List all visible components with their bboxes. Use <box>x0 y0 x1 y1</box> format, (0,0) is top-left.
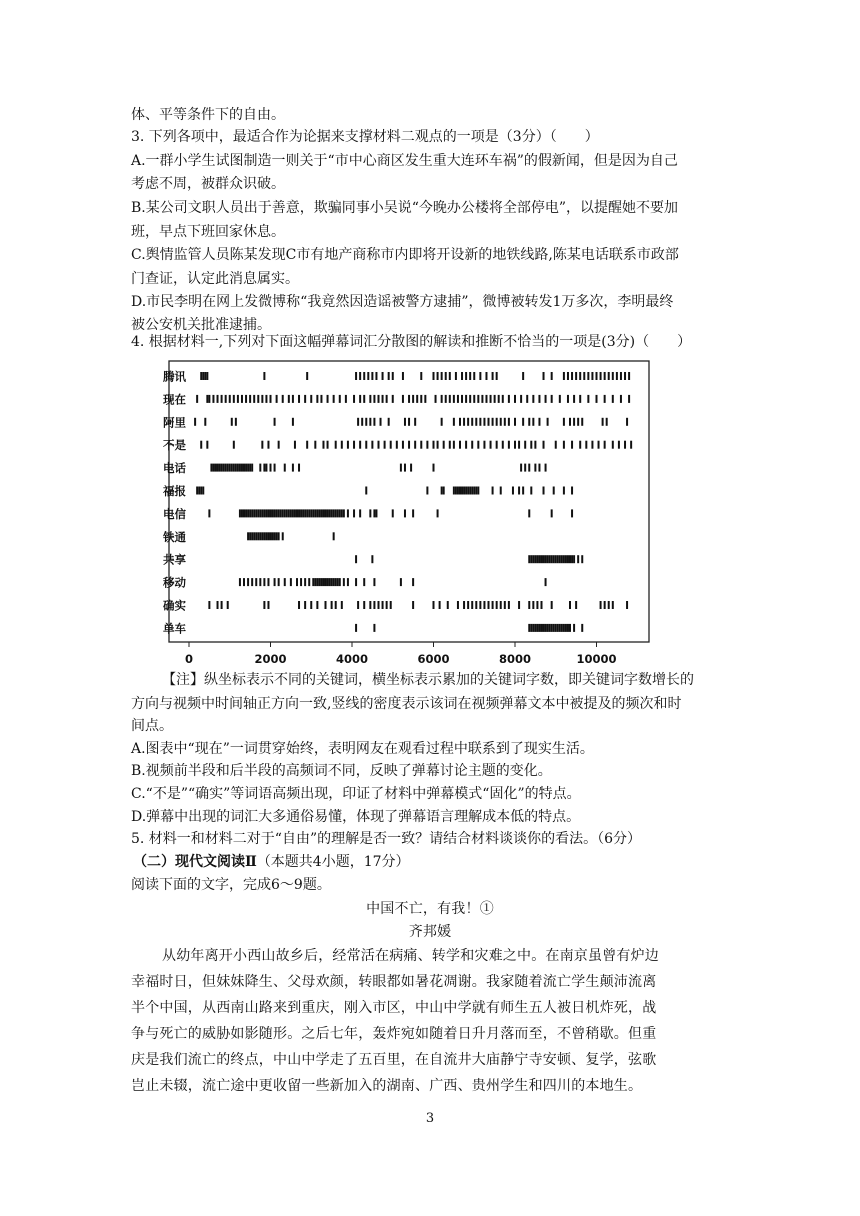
note-line2: 方向与视频中时间轴正方向一致,竖线的密度表示该词在视频弹幕文本中被提及的频次和时 <box>131 696 682 712</box>
q3-option-a-line2: 考虑不周，被群众识破。 <box>131 176 285 192</box>
story-paragraph-line4: 争与死亡的威胁如影随形。之后七年，轰炸宛如随着日升月落而至，不曾稍歇。但重 <box>131 1026 657 1042</box>
section-2-subtitle: （本题共4小题，17分） <box>256 854 410 870</box>
note-line3: 间点。 <box>131 718 173 734</box>
question-5: 5. 材料一和材料二对于“自由”的理解是否一致？请结合材料谈谈你的看法。（6分） <box>131 831 642 847</box>
y-tick-label: 现在 <box>163 392 186 407</box>
note-line1: 【注】纵坐标表示不同的关键词，横坐标表示累加的关键词字数，即关键词字数增长的 <box>162 672 694 688</box>
story-paragraph-line5: 庆是我们流亡的终点，中山中学走了五百里，在自流井大庙静宁寺安顿、复学，弦歌 <box>131 1052 657 1068</box>
y-tick-label: 共享 <box>163 552 186 567</box>
reading-instruction: 阅读下面的文字，完成6～9题。 <box>131 877 331 893</box>
page-number: 3 <box>425 1111 435 1126</box>
plot-frame <box>169 361 649 642</box>
q4-option-c: C.“不是”“确实”等词语高频出现，印证了材料中弹幕模式“固化”的特点。 <box>131 786 581 802</box>
story-paragraph-line3: 半个中国，从西南山路来到重庆，刚入市区，中山中学就有师生五人被日机炸死，战 <box>131 1000 657 1016</box>
story-paragraph-line2: 幸福时日，但妹妹降生、父母欢颜，转眼都如暑花凋谢。我家随着流亡学生颠沛流离 <box>131 974 657 990</box>
y-tick-label: 电话 <box>163 461 186 476</box>
q3-option-c-line1: C.舆情监管人员陈某发现C市有地产商称市内即将开设新的地铁线路,陈某电话联系市政部 <box>131 247 679 263</box>
y-tick-label: 阿里 <box>163 415 186 430</box>
q3-option-d-line2: 被公安机关批准逮捕。 <box>131 317 271 333</box>
y-tick-label: 移动 <box>163 575 186 590</box>
x-tick-label: 8000 <box>498 652 532 666</box>
q4-option-d: D.弹幕中出现的词汇大多通俗易懂，体现了弹幕语言理解成本低的特点。 <box>131 809 581 825</box>
q3-option-d-line1: D.市民李明在网上发微博称“我竟然因造谣被警方逮捕”，微博被转发1万多次，李明最终 <box>131 294 674 310</box>
x-tick-label: 2000 <box>254 652 287 666</box>
q4-option-a: A.图表中“现在”一词贯穿始终，表明网友在观看过程中联系到了现实生活。 <box>131 741 594 757</box>
dispersion-chart <box>163 357 652 669</box>
y-tick-label: 腾讯 <box>163 369 186 384</box>
story-paragraph-line1: 从幼年离开小西山故乡后，经常活在病痛、转学和灾难之中。在南京虽曾有炉边 <box>162 948 659 964</box>
story-author: 齐邦媛 <box>408 924 452 940</box>
q3-option-c-line2: 门查证，认定此消息属实。 <box>131 271 299 287</box>
story-paragraph-line6: 岂止未辍，流亡途中更收留一些新加入的湖南、广西、贵州学生和四川的本地生。 <box>131 1078 643 1094</box>
section-2-header <box>133 852 410 872</box>
y-tick-label: 电信 <box>163 506 186 521</box>
x-tick-label: 10000 <box>576 652 617 666</box>
section-2-title: （二）现代文阅读Ⅱ <box>133 854 257 870</box>
y-tick-label: 单车 <box>163 621 186 636</box>
y-tick-label: 确实 <box>163 598 186 613</box>
story-title: 中国不亡，有我！① <box>366 901 494 917</box>
q3-option-b-line1: B.某公司文职人员出于善意，欺骗同事小吴说“今晚办公楼将全部停电”，以提醒她不要加 <box>131 200 679 216</box>
y-tick-label: 不是 <box>163 438 186 453</box>
x-tick-label: 6000 <box>417 652 450 666</box>
y-tick-label: 福报 <box>163 484 186 498</box>
text-line-continuation: 体、平等条件下的自由。 <box>131 107 285 123</box>
question-4: 4. 根据材料一,下列对下面这幅弹幕词汇分散图的解读和推断不恰当的一项是(3分)（ ） <box>131 334 692 350</box>
q3-option-a-line1: A.一群小学生试图制造一则关于“市中心商区发生重大连环车祸”的假新闻，但是因为自己 <box>131 153 678 169</box>
q4-option-b: B.视频前半段和后半段的高频词不同，反映了弹幕讨论主题的变化。 <box>131 763 552 779</box>
q3-option-b-line2: 班，早点下班回家休息。 <box>131 224 285 240</box>
x-tick-label: 4000 <box>335 652 369 666</box>
question-3: 3. 下列各项中，最适合作为论据来支撑材料二观点的一项是（3分）（ ） <box>131 129 599 145</box>
x-tick-label: 0 <box>184 652 194 666</box>
y-tick-label: 铁通 <box>163 529 186 544</box>
